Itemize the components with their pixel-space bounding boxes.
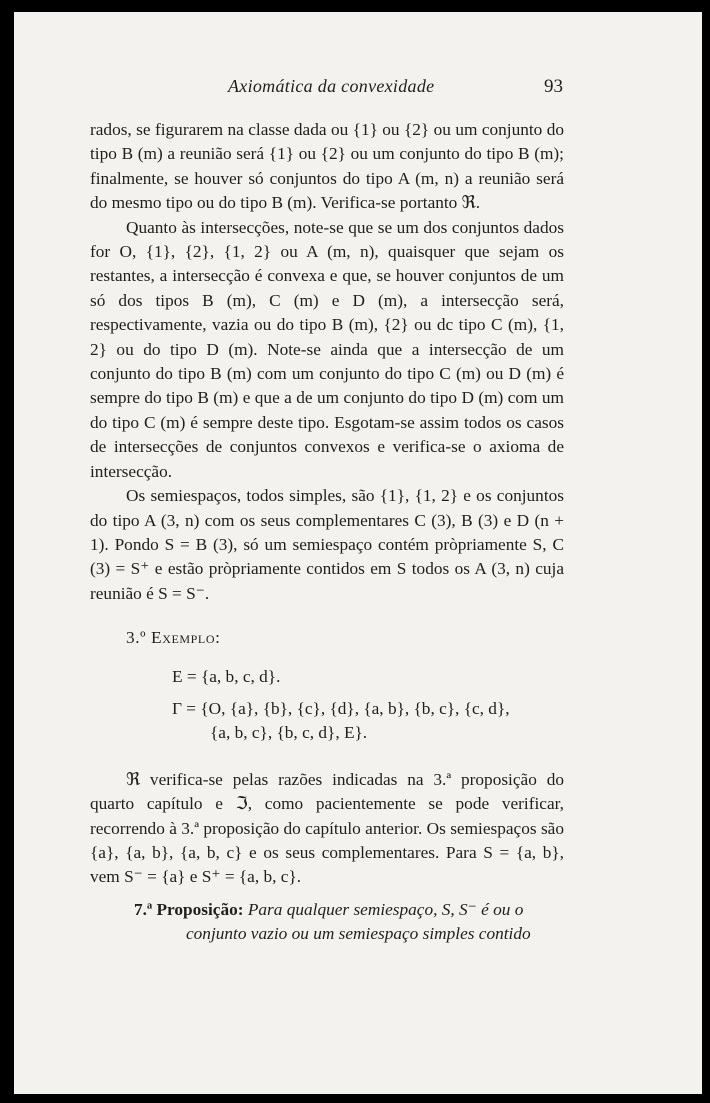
proposition-7: [134, 898, 574, 946]
paragraph-intersections: Quanto às intersecções, note-se que se um dos conjuntos dados for O, {1}, {2}, {1, 2} ou A (m, n), quaisquer que sejam os restantes, a intersecção é convexa e que, se houver conjuntos de um só dos tipos B (m), C (m) e D (m), a intersecção será, respectivamente, vazia ou do tipo B (m), {2} ou dc tipo C (m), {1, 2} ou do tipo D (m). Note-se ainda que a intersecção de um conjunto do tipo B (m) com um conjunto do tipo C (m) ou D (m) é sempre do tipo B (m) e que a de um conjunto do tipo D (m) com um do tipo C (m) é sempre deste tipo. Esgotam-se assim todos os casos de intersecções de conjuntos convexos e verifica-se o axioma de intersecção.: [90, 217, 564, 481]
page-header: [14, 76, 702, 106]
proposition-text-line2: conjunto vazio ou um semiespaço simples contido: [186, 924, 531, 943]
book-page: [14, 12, 702, 1094]
running-title: Axiomática da convexidade: [228, 76, 435, 96]
formula-gamma-line1: Γ = {O, {a}, {b}, {c}, {d}, {a, b}, {b, c}, {c, d},: [172, 698, 510, 718]
formula-set-e: E = {a, b, c, d}.: [172, 666, 281, 686]
proposition-text-line1: Para qualquer semiespaço, S, S⁻ é ou o: [247, 900, 524, 919]
page-body: [90, 118, 564, 890]
formula-gamma-line2: {a, b, c}, {b, c, d}, E}.: [210, 723, 368, 743]
paragraph-closing: ℜ verifica-se pelas razões indicadas na 3.ª proposição do quarto capítulo e ℑ, como pacientemente se pode verificar, recorrendo à 3.ª proposição do capítulo anterior. Os semiespaços são {a}, {a, b}, {a, b, c} e os seus complementares. Para S = {a, b}, vem S⁻ = {a} e S⁺ = {a, b, c}.: [90, 769, 564, 887]
paragraph-continuation: rados, se figurarem na classe dada ou {1} ou {2} ou um conjunto do tipo B (m) a reunião será {1} ou {2} ou um conjunto do tipo B (m); finalmente, se houver só conjuntos do tipo A (m, n) a reunião será do mesmo tipo ou do tipo B (m). Verifica-se portanto ℜ.: [90, 120, 564, 213]
example-heading: 3.º Exemplo:: [126, 628, 221, 648]
proposition-label: 7.ª Proposição:: [134, 900, 244, 919]
page-number: 93: [544, 76, 563, 97]
paragraph-semispaces: Os semiespaços, todos simples, são {1}, {1, 2} e os conjuntos do tipo A (3, n) com os seus complementares C (3), B (3) e D (n + 1). Pondo S = B (3), só um semiespaço contém pròpriamente S, C (3) = S⁺ e estão pròpriamente contidos em S todos os A (3, n) cuja reunião é S = S⁻.: [90, 486, 564, 603]
